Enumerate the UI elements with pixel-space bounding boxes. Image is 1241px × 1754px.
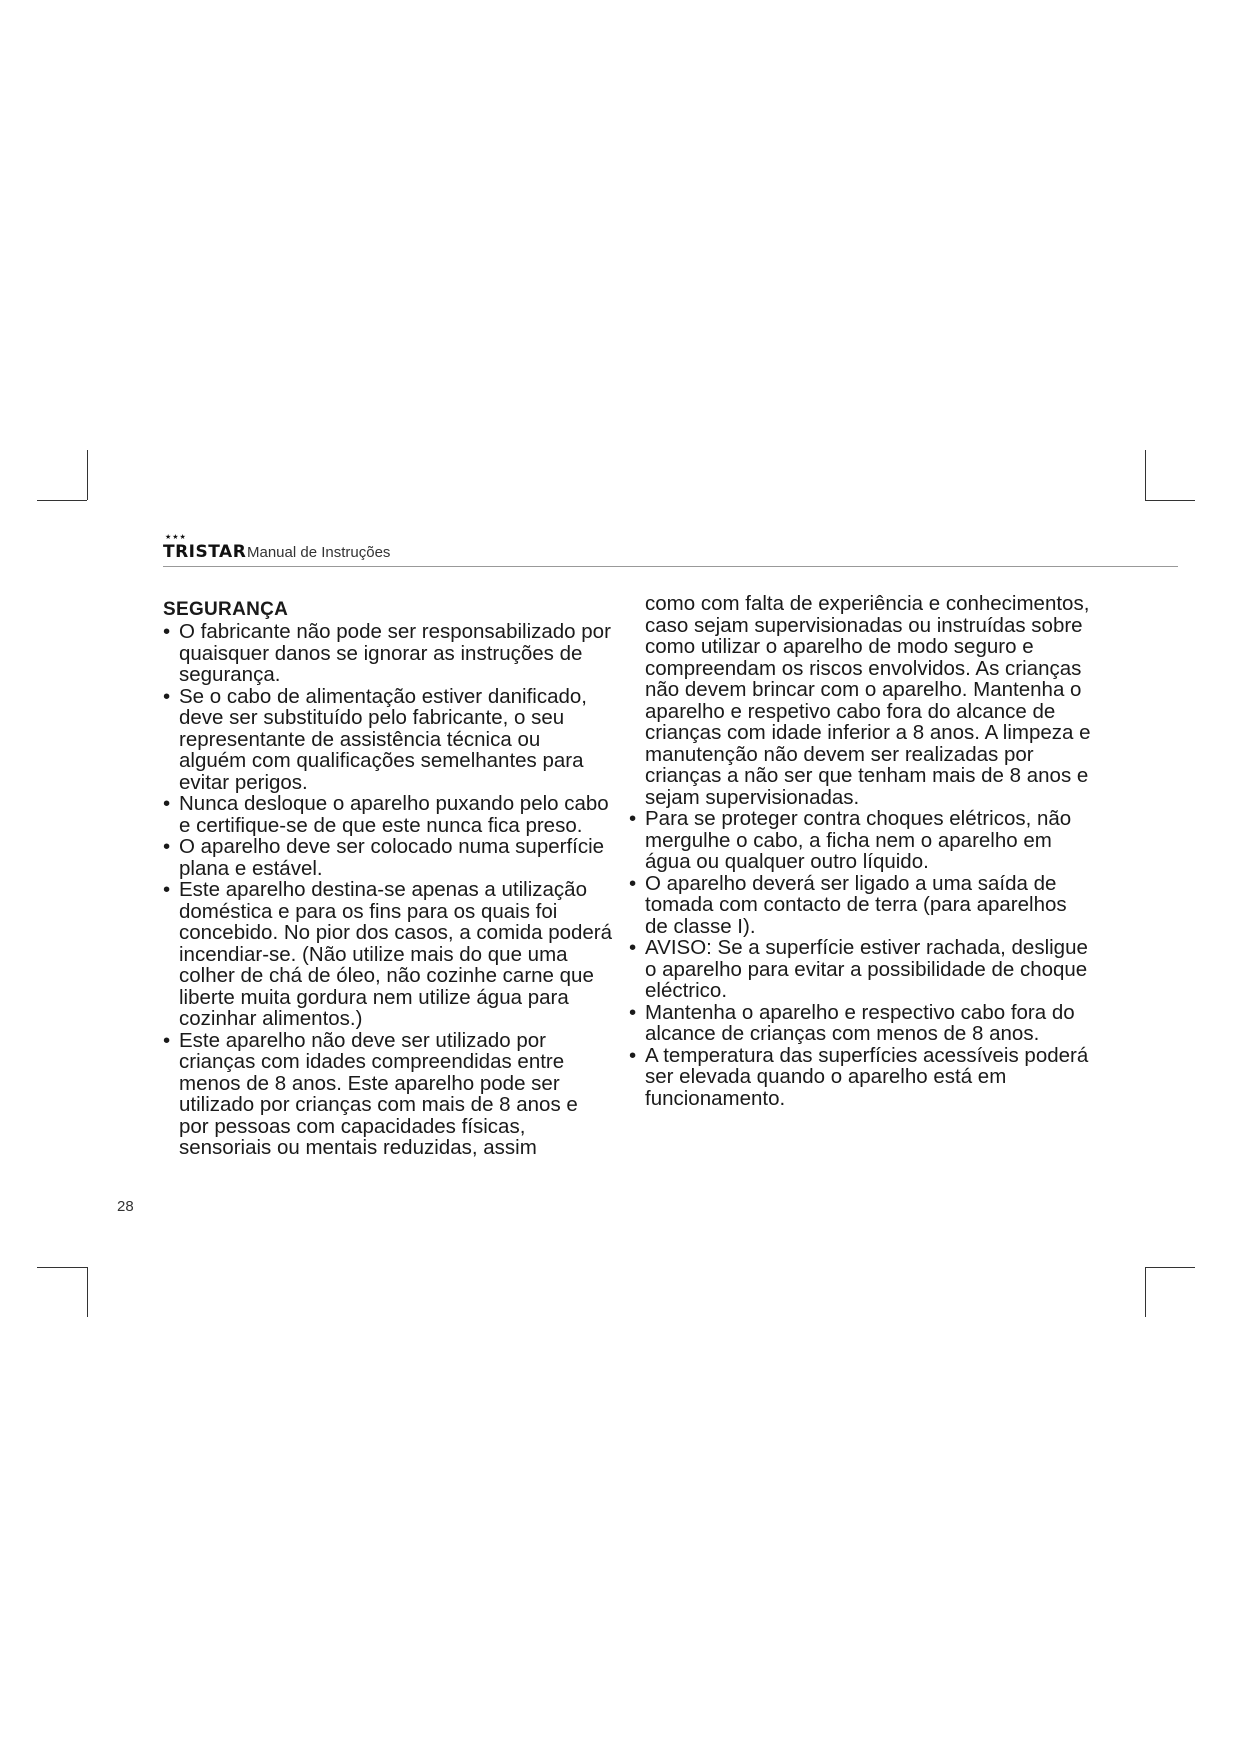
list-item: • O aparelho deverá ser ligado a uma saída de tomada com contacto de terra (para aparelhos de classe I). bbox=[629, 873, 1091, 938]
list-item: • A temperatura das superfícies acessíveis poderá ser elevada quando o aparelho está em funcionamento. bbox=[629, 1045, 1091, 1110]
page-number: 28 bbox=[117, 1198, 134, 1215]
left-column bbox=[163, 598, 613, 1159]
crop-mark-top-right-horizontal bbox=[1145, 500, 1195, 501]
section-title: SEGURANÇA bbox=[163, 599, 289, 620]
crop-mark-bottom-right-horizontal bbox=[1145, 1267, 1195, 1268]
list-item: • Para se proteger contra choques elétricos, não mergulhe o cabo, a ficha nem o aparelho em água ou qualquer outro líquido. bbox=[629, 808, 1091, 873]
list-item: • O aparelho deve ser colocado numa superfície plana e estável. bbox=[163, 836, 613, 879]
crop-mark-top-right-vertical bbox=[1145, 450, 1146, 500]
list-item: • O fabricante não pode ser responsabilizado por quaisquer danos se ignorar as instruções de segurança. bbox=[163, 621, 613, 686]
header-divider bbox=[163, 566, 1178, 567]
brand-name: TRISTAR bbox=[163, 542, 247, 562]
list-item: • AVISO: Se a superfície estiver rachada, desligue o aparelho para evitar a possibilidade de choque eléctrico. bbox=[629, 937, 1091, 1002]
list-item-continuation: como com falta de experiência e conhecimentos, caso sejam supervisionadas ou instruídas sobre como utilizar o aparelho de modo seguro e compreendam os riscos envolvidos. As crianças não devem brincar com o aparelho. Mantenha o aparelho e respetivo cabo fora do alcance de crianças com idade inferior a 8 anos. A limpeza e manutenção não devem ser realizadas por crianças a não ser que tenham mais de 8 anos e sejam supervisionadas. bbox=[645, 592, 1091, 809]
crop-mark-bottom-right-vertical bbox=[1145, 1267, 1146, 1317]
list-item: • Mantenha o aparelho e respectivo cabo fora do alcance de crianças com menos de 8 anos. bbox=[629, 1002, 1091, 1045]
list-item: • Se o cabo de alimentação estiver danificado, deve ser substituído pelo fabricante, o seu representante de assistência técnica ou alguém com qualificações semelhantes para evitar perigos. bbox=[163, 686, 613, 794]
crop-mark-bottom-left-vertical bbox=[87, 1267, 88, 1317]
list-item: • Este aparelho não deve ser utilizado por crianças com idades compreendidas entre menos de 8 anos. Este aparelho pode ser utilizado por crianças com mais de 8 anos e por pessoas com capacidades físicas, sensoriais ou mentais reduzidas, assim bbox=[163, 1030, 613, 1159]
safety-list-left bbox=[163, 621, 613, 1159]
crop-mark-bottom-left-horizontal bbox=[37, 1267, 87, 1268]
list-item: • Nunca desloque o aparelho puxando pelo cabo e certifique-se de que este nunca fica preso. bbox=[163, 793, 613, 836]
right-column bbox=[629, 593, 1091, 1109]
brand-stars-icon: ★★★ bbox=[165, 534, 187, 541]
manual-title: Manual de Instruções bbox=[247, 544, 391, 561]
safety-list-right bbox=[629, 808, 1091, 1109]
page-header bbox=[163, 530, 1178, 566]
crop-mark-top-left-horizontal bbox=[37, 500, 87, 501]
list-item: • Este aparelho destina-se apenas a utilização doméstica e para os fins para os quais foi concebido. No pior dos casos, a comida poderá incendiar-se. (Não utilize mais do que uma colher de chá de óleo, não cozinhe carne que liberte muita gordura nem utilize água para cozinhar alimentos.) bbox=[163, 879, 613, 1030]
crop-mark-top-left-vertical bbox=[87, 450, 88, 500]
